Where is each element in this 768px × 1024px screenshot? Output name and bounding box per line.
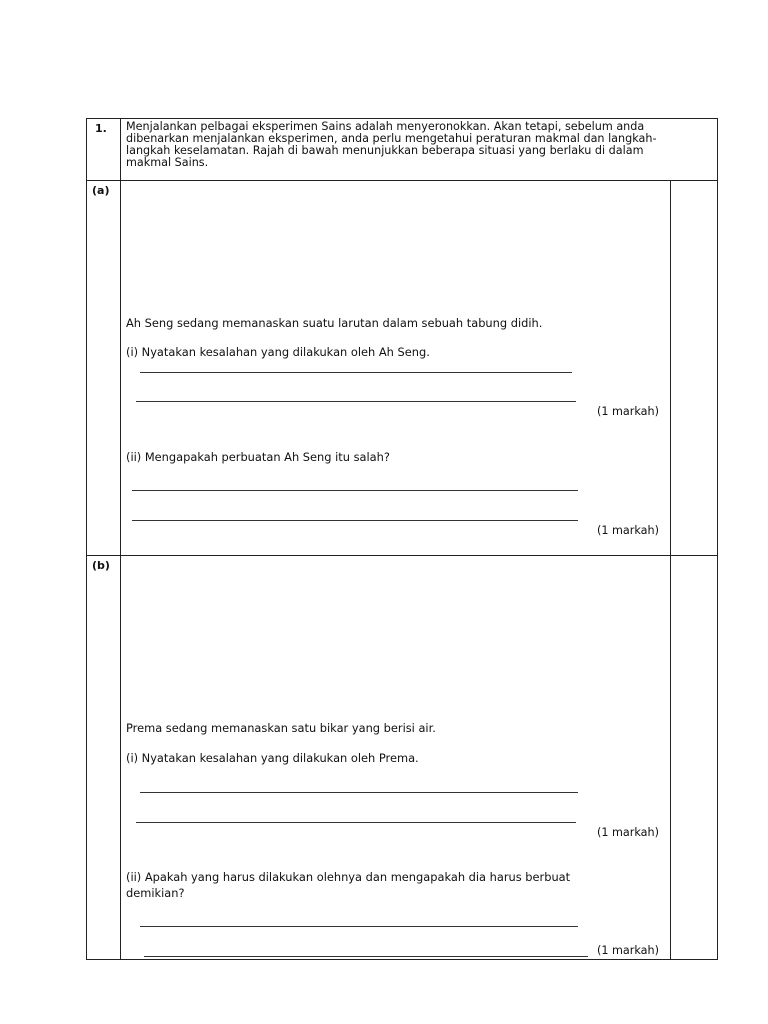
part-a-i-answer-line-1[interactable] xyxy=(140,372,572,373)
table-right-border xyxy=(717,118,718,960)
part-b-ii-answer-line-2[interactable] xyxy=(144,956,588,957)
part-a-label: (a) xyxy=(92,184,110,197)
part-b-question-i: (i) Nyatakan kesalahan yang dilakukan oleh Prema. xyxy=(126,751,419,765)
part-a-row-divider xyxy=(86,555,718,556)
part-a-i-answer-line-2[interactable] xyxy=(136,401,576,402)
part-b-ii-marks: (1 markah) xyxy=(597,944,659,957)
part-a-i-marks: (1 markah) xyxy=(597,405,659,418)
part-b-ii-answer-line-1[interactable] xyxy=(140,926,578,927)
part-b-statement: Prema sedang memanaskan satu bikar yang berisi air. xyxy=(126,721,436,735)
intro-row-divider xyxy=(86,180,718,181)
part-b-i-marks: (1 markah) xyxy=(597,826,659,839)
part-a-question-i: (i) Nyatakan kesalahan yang dilakukan oleh Ah Seng. xyxy=(126,345,430,359)
question-number: 1. xyxy=(95,122,107,135)
part-b-i-answer-line-2[interactable] xyxy=(136,822,576,823)
question-intro: Menjalankan pelbagai eksperimen Sains adalah menyeronokkan. Akan tetapi, sebelum anda dibenarkan menjalankan eksperimen, anda perlu mengetahui peraturan makmal dan langkah-langkah keselamatan. Rajah di bawah menunjukkan beberapa situasi yang berlaku di dalam makmal Sains. xyxy=(126,120,657,169)
table-top-border xyxy=(86,118,718,119)
part-a-question-ii: (ii) Mengapakah perbuatan Ah Seng itu salah? xyxy=(126,450,390,464)
mark-column-divider xyxy=(670,180,671,960)
number-column-divider xyxy=(120,118,121,960)
part-a-statement: Ah Seng sedang memanaskan suatu larutan dalam sebuah tabung didih. xyxy=(126,316,543,330)
part-a-ii-answer-line-1[interactable] xyxy=(132,490,578,491)
part-a-ii-marks: (1 markah) xyxy=(597,524,659,537)
table-bottom-border xyxy=(86,959,718,960)
part-a-ii-answer-line-2[interactable] xyxy=(132,520,578,521)
part-b-question-ii-line-1: (ii) Apakah yang harus dilakukan olehnya dan mengapakah dia harus berbuat xyxy=(126,870,571,884)
part-b-i-answer-line-1[interactable] xyxy=(140,792,578,793)
part-b-label: (b) xyxy=(92,559,110,572)
table-left-border xyxy=(86,118,87,960)
part-b-question-ii-line-2: demikian? xyxy=(126,886,185,900)
question-table xyxy=(86,118,718,960)
